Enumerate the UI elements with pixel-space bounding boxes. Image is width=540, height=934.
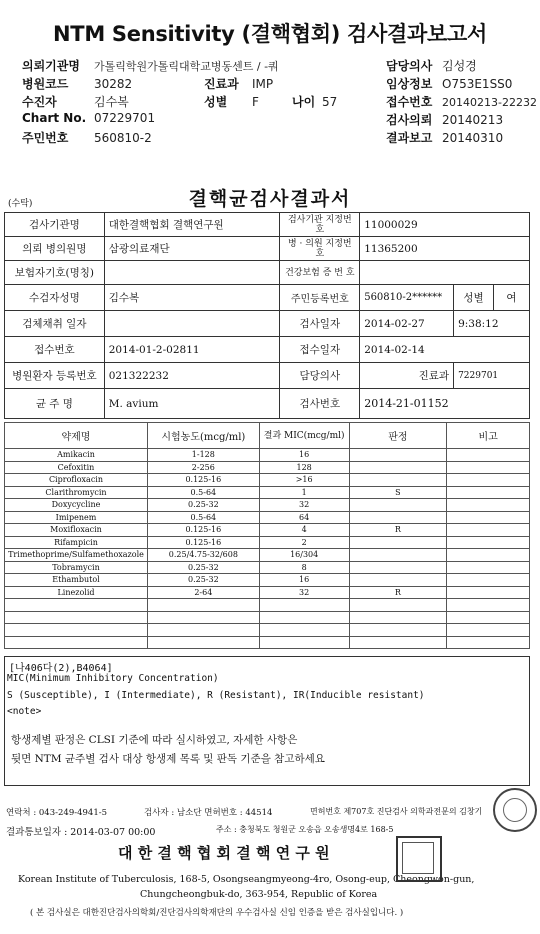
footer-notify-date: 결과통보일자 : 2014-03-07 00:00 xyxy=(6,827,156,838)
remark xyxy=(447,474,530,487)
interpretation: R xyxy=(349,524,447,537)
drug-name: Moxifloxacin xyxy=(5,524,148,537)
drug-name: Doxycycline xyxy=(5,499,148,512)
mic-result: 16 xyxy=(259,574,349,587)
drug-row xyxy=(5,549,530,562)
interpretation xyxy=(349,574,447,587)
footer-phone: 연락처 : 043-249-4941-5 xyxy=(6,808,108,818)
mic-result: 1 xyxy=(259,486,349,499)
notes-mic: MIC(Minimum Inhibitory Concentration) xyxy=(7,673,219,684)
interpretation xyxy=(349,561,447,574)
footer-org-name: 대 한 결 핵 협 회 결 핵 연 구 원 xyxy=(118,844,330,862)
drug-name xyxy=(5,624,148,637)
footer-english-address-1: Korean Institute of Tuberculosis, 168-5, Osongseangmyeong-4ro, Osong-eup, Cheongwon-gun, xyxy=(18,874,475,885)
notes-text-2: 뒷면 NTM 균주별 검사 대상 항생제 목록 및 판독 기준을 참고하세요 xyxy=(11,753,325,765)
mic-result: 32 xyxy=(259,586,349,599)
drug-table-header: 약제명 시험농도(mcg/ml) 결과 MIC(mcg/ml) 판정 비고 xyxy=(5,423,530,449)
drug-row xyxy=(5,524,530,537)
mic-result xyxy=(259,636,349,649)
drug-name: Linezolid xyxy=(5,586,148,599)
drug-name: Ethambutol xyxy=(5,574,148,587)
drug-name: Trimethoprime/Sulfamethoxazole xyxy=(5,549,148,562)
report-right-info xyxy=(386,57,540,147)
test-range xyxy=(147,624,259,637)
form-row-collection: 검체채취 일자 검사일자 2014-02-27 9:38:12 xyxy=(5,311,530,337)
remark xyxy=(447,599,530,612)
form-row-patient: 수검자성명 김수복 주민등록번호 560810-2****** 성별 여 xyxy=(5,285,530,311)
remark xyxy=(447,636,530,649)
info-row-resident-no: 주민번호 560810-2 xyxy=(22,131,152,145)
remark xyxy=(447,449,530,462)
remark xyxy=(447,461,530,474)
report-title: NTM Sensitivity (결핵협회) 검사결과보고서 xyxy=(53,22,487,46)
test-range: 2-64 xyxy=(147,586,259,599)
form-row-strain: 균 주 명 M. avium 검사번호 2014-21-01152 xyxy=(5,389,530,419)
report-left-info xyxy=(22,57,338,147)
test-range: 0.125-16 xyxy=(147,524,259,537)
interpretation xyxy=(349,624,447,637)
remark xyxy=(447,561,530,574)
drug-name: Clarithromycin xyxy=(5,486,148,499)
footer-certification: ( 본 검사실은 대한진단검사의학회/진단검사의학재단의 우수검사실 신임 인증을 받은 검사실입니다. ) xyxy=(30,908,404,918)
director-square-seal xyxy=(396,836,442,882)
test-range: 0.5-64 xyxy=(147,486,259,499)
drug-row-empty xyxy=(5,611,530,624)
mic-result xyxy=(259,599,349,612)
drug-row xyxy=(5,561,530,574)
test-range: 0.125-16 xyxy=(147,474,259,487)
drug-name: Cefoxitin xyxy=(5,461,148,474)
drug-sensitivity-table xyxy=(4,422,530,649)
mic-result: 16/304 xyxy=(259,549,349,562)
footer-examiner: 검사자 : 남소단 면허번호 : 44514 xyxy=(144,808,273,818)
drug-name: Tobramycin xyxy=(5,561,148,574)
interpretation xyxy=(349,599,447,612)
info-row-receipt-no: 접수번호 20140213-22232 xyxy=(386,95,537,109)
interpretation xyxy=(349,461,447,474)
form-title: 결핵균검사결과서 xyxy=(188,188,352,210)
drug-row xyxy=(5,499,530,512)
drug-name: Rifampicin xyxy=(5,536,148,549)
info-row-patient: 수진자 김수복 성별 F 나이 57 xyxy=(22,95,338,109)
test-range: 2-256 xyxy=(147,461,259,474)
form-row-insurance: 보험자기호(명칭) 건강보험 증 번 호 xyxy=(5,261,530,285)
drug-table-body xyxy=(5,449,530,649)
institute-round-seal xyxy=(493,788,537,832)
test-range xyxy=(147,611,259,624)
info-row-clinical: 임상정보 O753E1SS0 xyxy=(386,77,513,91)
mic-result xyxy=(259,624,349,637)
interpretation xyxy=(349,636,447,649)
interpretation xyxy=(349,511,447,524)
info-row-chart-no: Chart No. 07229701 xyxy=(22,111,156,125)
remark xyxy=(447,499,530,512)
test-range: 0.5-64 xyxy=(147,511,259,524)
drug-row xyxy=(5,511,530,524)
test-range xyxy=(147,599,259,612)
notes-box xyxy=(4,656,530,786)
mic-result: 128 xyxy=(259,461,349,474)
notes-code: [나406다(2),B4064] xyxy=(9,663,113,674)
remark xyxy=(447,586,530,599)
remark xyxy=(447,524,530,537)
drug-row-empty xyxy=(5,624,530,637)
drug-row xyxy=(5,586,530,599)
form-info-table xyxy=(4,212,530,419)
drug-row-empty xyxy=(5,599,530,612)
drug-name xyxy=(5,611,148,624)
interpretation xyxy=(349,499,447,512)
drug-name: Ciprofloxacin xyxy=(5,474,148,487)
form-row-requester: 의뢰 병의원명 삼광의료재단 병 · 의원 지정번호 11365200 xyxy=(5,237,530,261)
drug-name xyxy=(5,636,148,649)
interpretation xyxy=(349,549,447,562)
drug-row xyxy=(5,474,530,487)
form-row-receipt: 접수번호 2014-01-2-02811 접수일자 2014-02-14 xyxy=(5,337,530,363)
interpretation: R xyxy=(349,586,447,599)
remark xyxy=(447,574,530,587)
drug-row xyxy=(5,536,530,549)
notes-text-1: 항생제별 판정은 CLSI 기준에 따라 실시하였고, 자세한 사항은 xyxy=(11,734,298,746)
drug-row xyxy=(5,461,530,474)
test-range: 0.125-16 xyxy=(147,536,259,549)
scanned-result-form xyxy=(0,162,540,934)
test-range: 0.25-32 xyxy=(147,561,259,574)
remark xyxy=(447,511,530,524)
test-range: 0.25-32 xyxy=(147,499,259,512)
test-range: 0.25/4.75-32/608 xyxy=(147,549,259,562)
remark xyxy=(447,611,530,624)
info-row-report-date: 결과보고 20140310 xyxy=(386,131,504,145)
mic-result: 32 xyxy=(259,499,349,512)
info-row-institution: 의뢰기관명 가톨릭학원가톨릭대학교병동센트 / -쿼 xyxy=(22,59,279,73)
drug-name: Amikacin xyxy=(5,449,148,462)
drug-row xyxy=(5,574,530,587)
interpretation: S xyxy=(349,486,447,499)
test-range: 1-128 xyxy=(147,449,259,462)
mic-result xyxy=(259,611,349,624)
mic-result: 64 xyxy=(259,511,349,524)
test-range xyxy=(147,636,259,649)
notes-label: <note> xyxy=(7,706,42,717)
interpretation xyxy=(349,474,447,487)
drug-name xyxy=(5,599,148,612)
info-row-request-date: 검사의뢰 20140213 xyxy=(386,113,504,127)
remark xyxy=(447,624,530,637)
drug-name: Imipenem xyxy=(5,511,148,524)
remark xyxy=(447,536,530,549)
footer-address: 주소 : 충청북도 청원군 오송읍 오송생명4로 168-5 xyxy=(216,825,394,834)
footer-license: 면허번호 제707호 진단검사 의학과전문의 김창기 xyxy=(310,807,483,816)
form-row-institution: 검사기관명 대한결핵협회 결핵연구원 검사기관 지정번호 11000029 xyxy=(5,213,530,237)
drug-row-empty xyxy=(5,636,530,649)
form-corner-label: (수탁) xyxy=(8,199,33,209)
mic-result: 4 xyxy=(259,524,349,537)
footer-english-address-2: Chungcheongbuk-do, 363-954, Republic of Korea xyxy=(140,889,378,900)
mic-result: 16 xyxy=(259,449,349,462)
interpretation xyxy=(349,449,447,462)
form-row-registration: 병원환자 등록번호 021322232 담당의사 진료과 7229701 xyxy=(5,363,530,389)
info-row-doctor: 담당의사 김성경 xyxy=(386,59,477,73)
drug-row xyxy=(5,486,530,499)
remark xyxy=(447,549,530,562)
interpretation xyxy=(349,611,447,624)
mic-result: >16 xyxy=(259,474,349,487)
notes-legend: S (Susceptible), I (Intermediate), R (Resistant), IR(Inducible resistant) xyxy=(7,690,425,701)
mic-result: 8 xyxy=(259,561,349,574)
remark xyxy=(447,486,530,499)
info-row-hospital-code: 병원코드 30282 진료과 IMP xyxy=(22,77,274,91)
drug-row xyxy=(5,449,530,462)
mic-result: 2 xyxy=(259,536,349,549)
test-range: 0.25-32 xyxy=(147,574,259,587)
interpretation xyxy=(349,536,447,549)
